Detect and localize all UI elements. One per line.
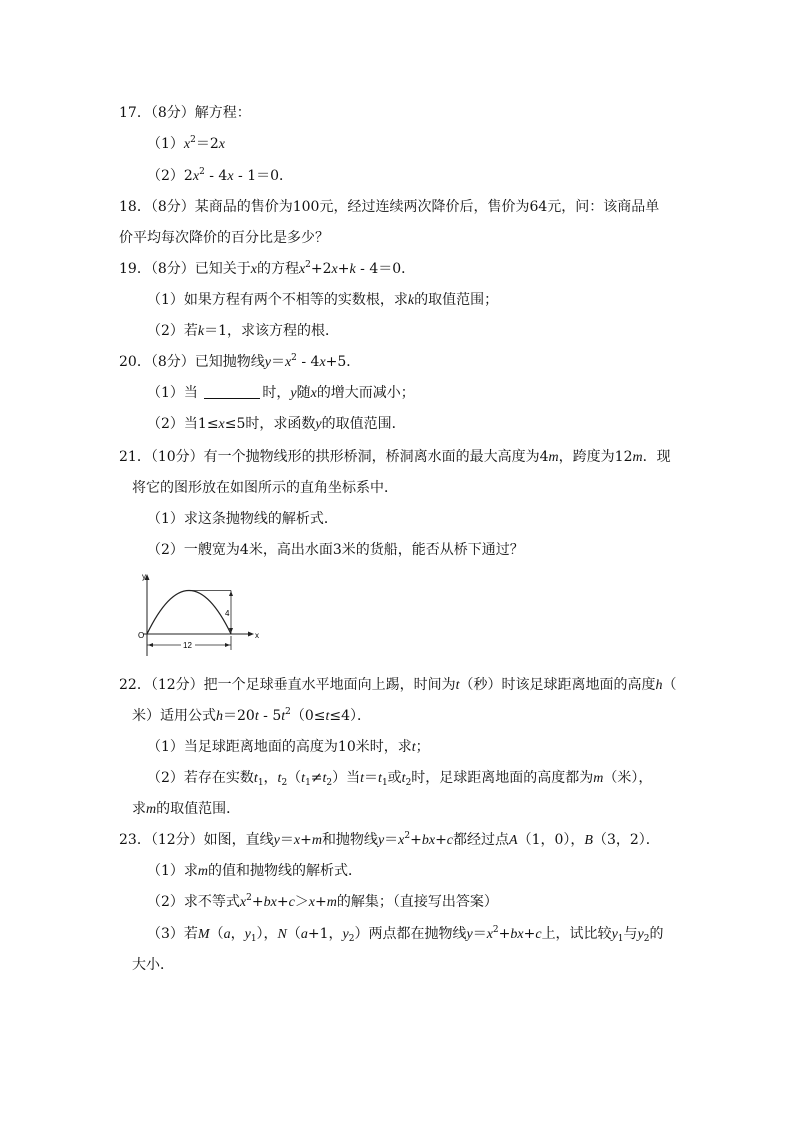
q20-part1: （1）当 时，y随x的增大而减小；	[147, 385, 415, 401]
bridge-parabola-figure	[136, 570, 266, 660]
q22-line1: 22．（12分）把一个足球垂直水平地面向上踢，时间为t（秒）时该足球距离地面的高度h（	[119, 677, 677, 693]
q23-part2: （2）求不等式$x^2+bx+c>x+m$的解集；（直接写出答案）	[147, 893, 498, 910]
q23-part3: （3）若M（a，$y_1$），N（a+1，$y_2$）两点都在抛物线$y=x^2+bx+c$上，试比较$y_1$与$y_2$的	[147, 925, 664, 944]
parabola-curve	[147, 591, 231, 635]
q22-part2: （2）若存在实数$t_1$，$t_2(t_1\ne t_2)$当$t=t_1$或$t_2$时，足球距离地面的高度都为m（米），	[147, 770, 653, 788]
q17-part2: $(2)2x^2 - 4x - 1=0$．	[147, 167, 294, 184]
span-label: 12	[183, 641, 192, 650]
q21-line1: 21．（10分）有一个抛物线形的拱形桥洞，桥洞离水面的最大高度为4m，跨度为12m．现	[119, 449, 671, 465]
q20-heading: 20．（8分）已知抛物线$y=x^2 - 4x+5$．	[119, 353, 361, 370]
height-arrow-top	[229, 591, 233, 596]
q18-line1: 18．（8分）某商品的售价为100元，经过连续两次降价后，售价为64元，问：该商品单	[119, 199, 660, 215]
x-axis-arrow	[248, 632, 254, 637]
q17-heading: 17．（8分）解方程：	[119, 105, 251, 121]
q18-line2: 价平均每次降价的百分比是多少？	[119, 230, 329, 246]
q21-part2: （2）一艘宽为4米，高出水面3米的货船，能否从桥下通过？	[147, 542, 524, 558]
q23-line1: 23．（12分）如图，直线y＝x+m和抛物线$y=x^2+bx+c$都经过点A（1，0），B（3，2）．	[119, 831, 660, 848]
origin-label: O	[138, 631, 145, 640]
q19-part1: （1）如果方程有两个不相等的实数根，求k的取值范围；	[147, 292, 499, 308]
span-arrow-left	[148, 643, 153, 647]
q22-line2: 米）适用公式$h=20t - 5t^2(0\le t\le 4)$．	[132, 707, 372, 724]
q21-part1: （1）求这条抛物线的解析式．	[147, 511, 338, 527]
answer-blank[interactable]	[204, 385, 260, 399]
q21-line2: 将它的图形放在如图所示的直角坐标系中．	[132, 480, 398, 496]
span-arrow-right	[225, 643, 230, 647]
q19-heading: 19．（8分）已知关于x的方程$x^2+2x+k - 4=0$．	[119, 260, 416, 277]
y-axis-label: y	[142, 572, 146, 581]
q19-part2: （2）若k＝1，求该方程的根．	[147, 323, 340, 339]
q22-part1: （1）当足球距离地面的高度为10米时，求t；	[147, 739, 430, 755]
q17-part1: $(1)x^2=2x$	[147, 135, 226, 152]
q23-part1: （1）求m的值和抛物线的解析式．	[147, 863, 363, 879]
height-label: 4	[225, 609, 230, 618]
q23-part3-cont: 大小．	[132, 957, 174, 973]
q20-part2: （2）当1≤x≤5时，求函数y的取值范围．	[147, 416, 406, 432]
q22-part2-cont: 求m的取值范围．	[132, 801, 241, 817]
x-axis-label: x	[255, 631, 259, 640]
